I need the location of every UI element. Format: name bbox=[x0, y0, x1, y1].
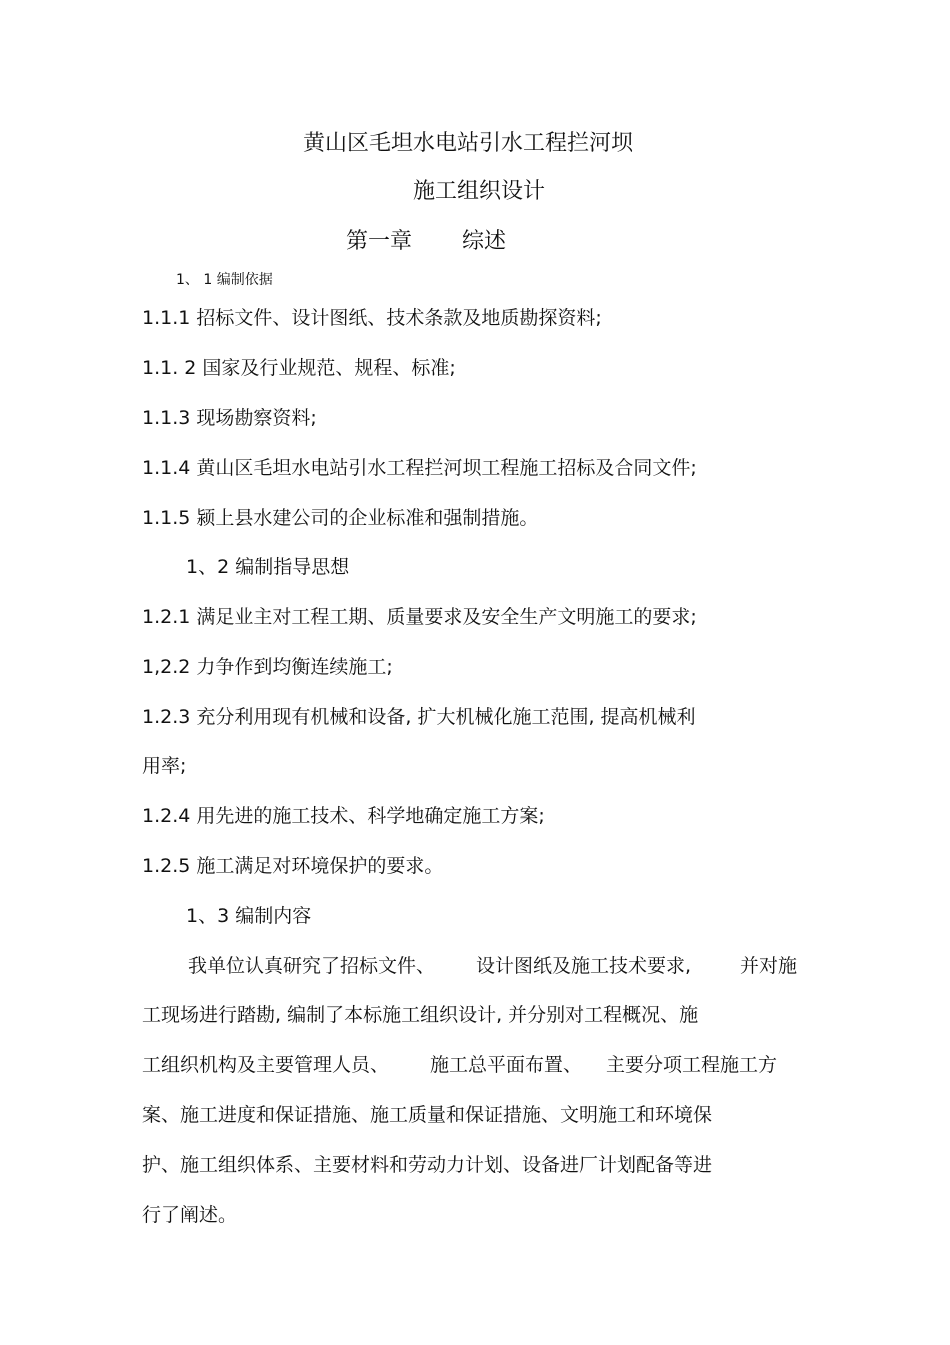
list-item-1-1-5: 1.1.5 颍上县水建公司的企业标准和强制措施。 bbox=[142, 507, 539, 529]
list-item-1-1-1: 1.1.1 招标文件、设计图纸、技术条款及地质勘探资料; bbox=[142, 307, 602, 329]
section-heading-1-2: 1、2 编制指导思想 bbox=[186, 556, 350, 578]
section-heading-1-1: 1、 1 编制依据 bbox=[176, 272, 273, 288]
list-item-1-2-4: 1.2.4 用先进的施工技术、科学地确定施工方案; bbox=[142, 805, 545, 827]
paragraph-line-1-part-c: 并对施 bbox=[740, 955, 798, 977]
paragraph-line-3-part-a: 工组织机构及主要管理人员、 bbox=[142, 1054, 390, 1076]
paragraph-line-1 bbox=[0, 954, 950, 978]
paragraph-line-5: 护、施工组织体系、主要材料和劳动力计划、设备进厂计划配备等进 bbox=[142, 1154, 713, 1176]
list-item-1-2-1: 1.2.1 满足业主对工程工期、质量要求及安全生产文明施工的要求; bbox=[142, 606, 697, 628]
paragraph-line-4: 案、施工进度和保证措施、施工质量和保证措施、文明施工和环境保 bbox=[142, 1104, 713, 1126]
document-title-line-1: 黄山区毛坦水电站引水工程拦河坝 bbox=[303, 131, 634, 156]
paragraph-line-3-part-c: 主要分项工程施工方 bbox=[606, 1054, 778, 1076]
paragraph-line-6: 行了阐述。 bbox=[142, 1204, 238, 1226]
document-title-line-2: 施工组织设计 bbox=[413, 179, 546, 204]
paragraph-line-1-part-a: 我单位认真研究了招标文件、 bbox=[188, 955, 436, 977]
chapter-number: 第一章 bbox=[346, 229, 413, 254]
list-item-1-2-2: 1,2.2 力争作到均衡连续施工; bbox=[142, 656, 393, 678]
chapter-title: 综述 bbox=[462, 229, 507, 254]
list-item-1-1-3: 1.1.3 现场勘察资料; bbox=[142, 407, 317, 429]
paragraph-line-3 bbox=[0, 1053, 950, 1077]
list-item-1-2-3-line-2: 用率; bbox=[142, 755, 187, 777]
list-item-1-2-3-line-1: 1.2.3 充分利用现有机械和设备, 扩大机械化施工范围, 提高机械利 bbox=[142, 706, 696, 728]
paragraph-line-2: 工现场进行踏勘, 编制了本标施工组织设计, 并分别对工程概况、施 bbox=[142, 1004, 699, 1026]
list-item-1-1-4: 1.1.4 黄山区毛坦水电站引水工程拦河坝工程施工招标及合同文件; bbox=[142, 457, 697, 479]
paragraph-line-3-part-b: 施工总平面布置、 bbox=[430, 1054, 583, 1076]
section-heading-1-3: 1、3 编制内容 bbox=[186, 905, 312, 927]
paragraph-line-1-part-b: 设计图纸及施工技术要求, bbox=[476, 955, 692, 977]
list-item-1-2-5: 1.2.5 施工满足对环境保护的要求。 bbox=[142, 855, 444, 877]
list-item-1-1-2: 1.1. 2 国家及行业规范、规程、标准; bbox=[142, 357, 456, 379]
